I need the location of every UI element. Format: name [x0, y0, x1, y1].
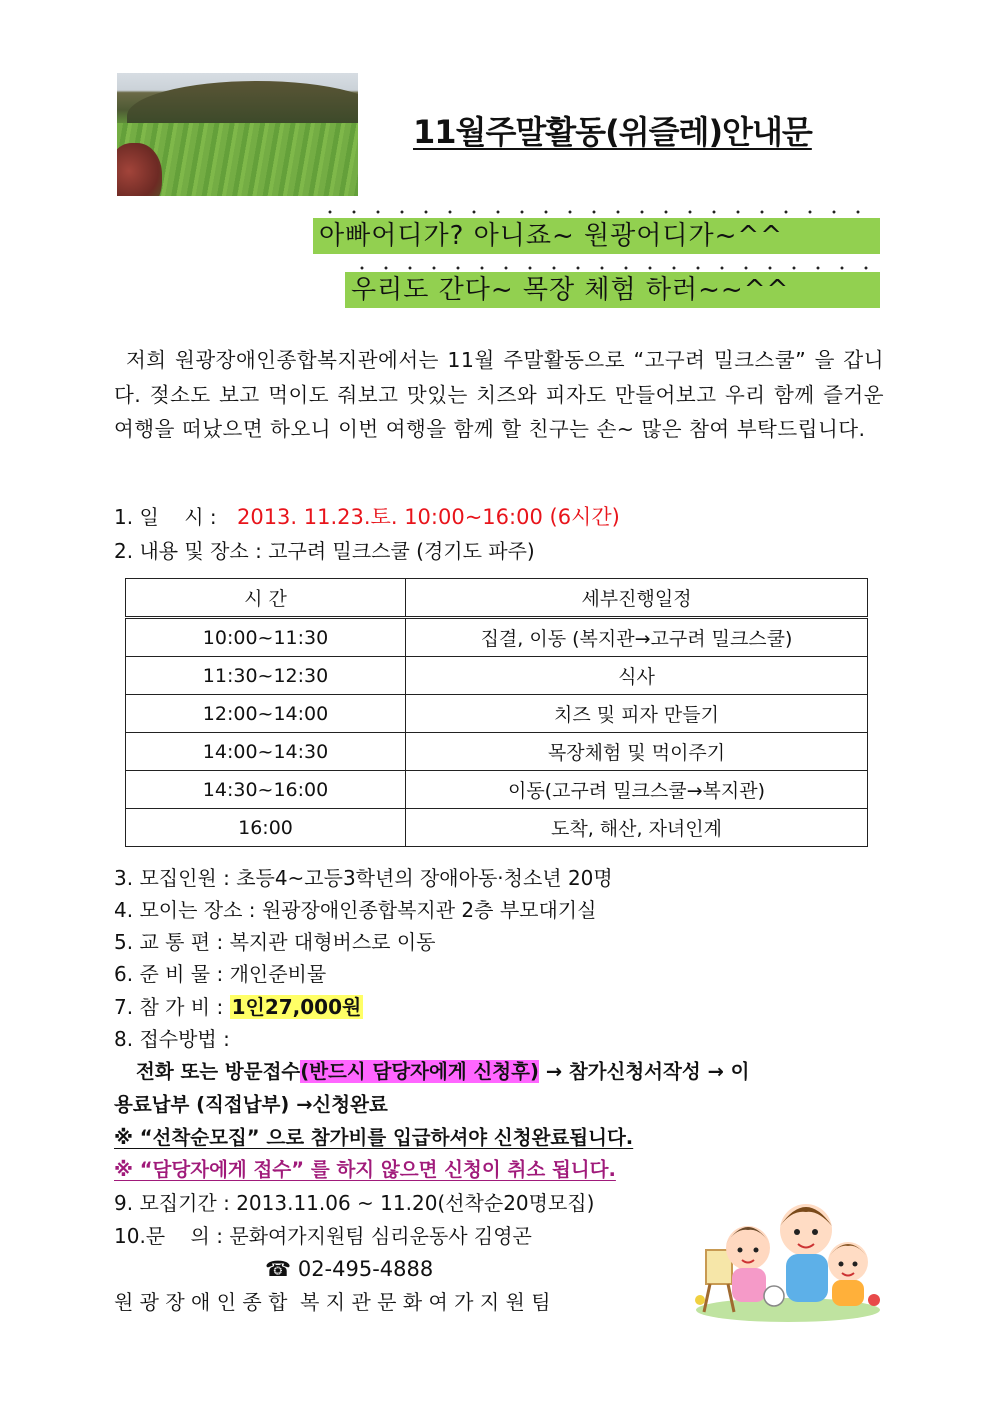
date-row	[114, 503, 620, 531]
transport-value: 복지관 대형버스로 이동	[229, 930, 436, 954]
fee-value: 1인27,000원	[231, 995, 362, 1019]
footer-team: 원 광 장 애 인 종 합 복 지 관 문 화 여 가 지 원 팀	[114, 1290, 551, 1314]
period-row	[114, 1189, 594, 1217]
period-value: 2013.11.06 ~ 11.20(선착순20명모집)	[236, 1191, 595, 1215]
table-row	[126, 733, 868, 771]
headline-2: 우리도 간다~ 목장 체험 하러~~^^	[345, 272, 880, 308]
page-title: 11월주말활동(위즐레)안내문	[413, 113, 812, 151]
emphasis-dots-1	[318, 210, 878, 214]
apply-label-row	[114, 1025, 230, 1053]
place-label: 2. 내용 및 장소 :	[114, 539, 262, 563]
inquiry-row	[114, 1222, 532, 1250]
meet-value: 원광장애인종합복지관 2층 부모대기실	[261, 898, 597, 922]
apply-line-2: 용료납부 (직접납부) →신청완료	[114, 1093, 388, 1116]
apply-note: (반드시 담당자에게 신청후)	[300, 1060, 539, 1083]
apply-label: 8. 접수방법 :	[114, 1027, 230, 1051]
row-detail: 집결, 이동 (복지관→고구려 밀크스쿨)	[406, 618, 868, 657]
prep-label: 6. 준 비 물 :	[114, 962, 224, 986]
row-detail: 이동(고구려 밀크스쿨→복지관)	[406, 771, 868, 809]
row-time: 14:00~14:30	[126, 733, 406, 771]
farm-field-photo	[117, 73, 358, 196]
prep-row	[114, 960, 326, 988]
row-time: 10:00~11:30	[126, 618, 406, 657]
transport-label: 5. 교 통 편 :	[114, 930, 224, 954]
row-detail: 치즈 및 피자 만들기	[406, 695, 868, 733]
row-time: 16:00	[126, 809, 406, 847]
schedule-header	[126, 579, 868, 618]
emphasis-dots-2	[350, 266, 878, 270]
recruit-row	[114, 864, 613, 892]
phone-row: ☎ 02-495-4888	[265, 1257, 434, 1281]
apply-line-1	[136, 1058, 749, 1086]
place-row	[114, 537, 535, 565]
row-time: 14:30~16:00	[126, 771, 406, 809]
notice-2: ※ “담당자에게 접수” 를 하지 않으면 신청이 취소 됩니다.	[114, 1158, 616, 1181]
table-row	[126, 657, 868, 695]
row-time: 12:00~14:00	[126, 695, 406, 733]
table-row	[126, 618, 868, 657]
intro-paragraph: 저희 원광장애인종합복지관에서는 11월 주말활동으로 “고구려 밀크스쿨” 을 갑니다. 젖소도 보고 먹이도 줘보고 맛있는 치즈와 피자도 만들어보고 우리 함께 즐거운 여행을 떠났으면 하오니 이번 여행을 함께 할 친구는 손~ 많은 참여 부탁드립니다.	[114, 348, 884, 441]
meet-row	[114, 896, 596, 924]
transport-row	[114, 928, 436, 956]
notice-1: ※ “선착순모집” 으로 참가비를 입급하셔야 신청완료됩니다.	[114, 1126, 634, 1149]
table-row	[126, 809, 868, 847]
row-time: 11:30~12:30	[126, 657, 406, 695]
prep-value: 개인준비물	[229, 962, 327, 986]
fee-row	[114, 993, 363, 1021]
table-row	[126, 771, 868, 809]
apply-method: 전화 또는 방문접수	[136, 1060, 301, 1083]
headline-1: 아빠어디가? 아니죠~ 원광어디가~^^	[313, 218, 880, 254]
meet-label: 4. 모이는 장소 :	[114, 898, 256, 922]
date-label: 1. 일 시 :	[114, 505, 217, 529]
schedule-table	[125, 578, 868, 847]
apply-steps: → 참가신청서작성 → 이	[545, 1060, 750, 1083]
place-value: 고구려 밀크스쿨 (경기도 파주)	[268, 539, 535, 563]
recruit-label: 3. 모집인원 :	[114, 866, 230, 890]
inquiry-label: 10.문 의 :	[114, 1224, 223, 1248]
header-time: 시 간	[126, 579, 406, 618]
period-label: 9. 모집기간 :	[114, 1191, 230, 1215]
recruit-value: 초등4~고등3학년의 장애아동·청소년 20명	[236, 866, 613, 890]
row-detail: 식사	[406, 657, 868, 695]
row-detail: 목장체험 및 먹이주기	[406, 733, 868, 771]
header-detail: 세부진행일정	[406, 579, 868, 618]
inquiry-value: 문화여가지원팀 심리운동사 김영곤	[229, 1224, 532, 1248]
date-value: 2013. 11.23.토. 10:00~16:00 (6시간)	[236, 505, 620, 529]
row-detail: 도착, 해산, 자녀인계	[406, 809, 868, 847]
table-row	[126, 695, 868, 733]
children-illustration	[688, 1188, 888, 1323]
fee-label: 7. 참 가 비 :	[114, 995, 224, 1019]
